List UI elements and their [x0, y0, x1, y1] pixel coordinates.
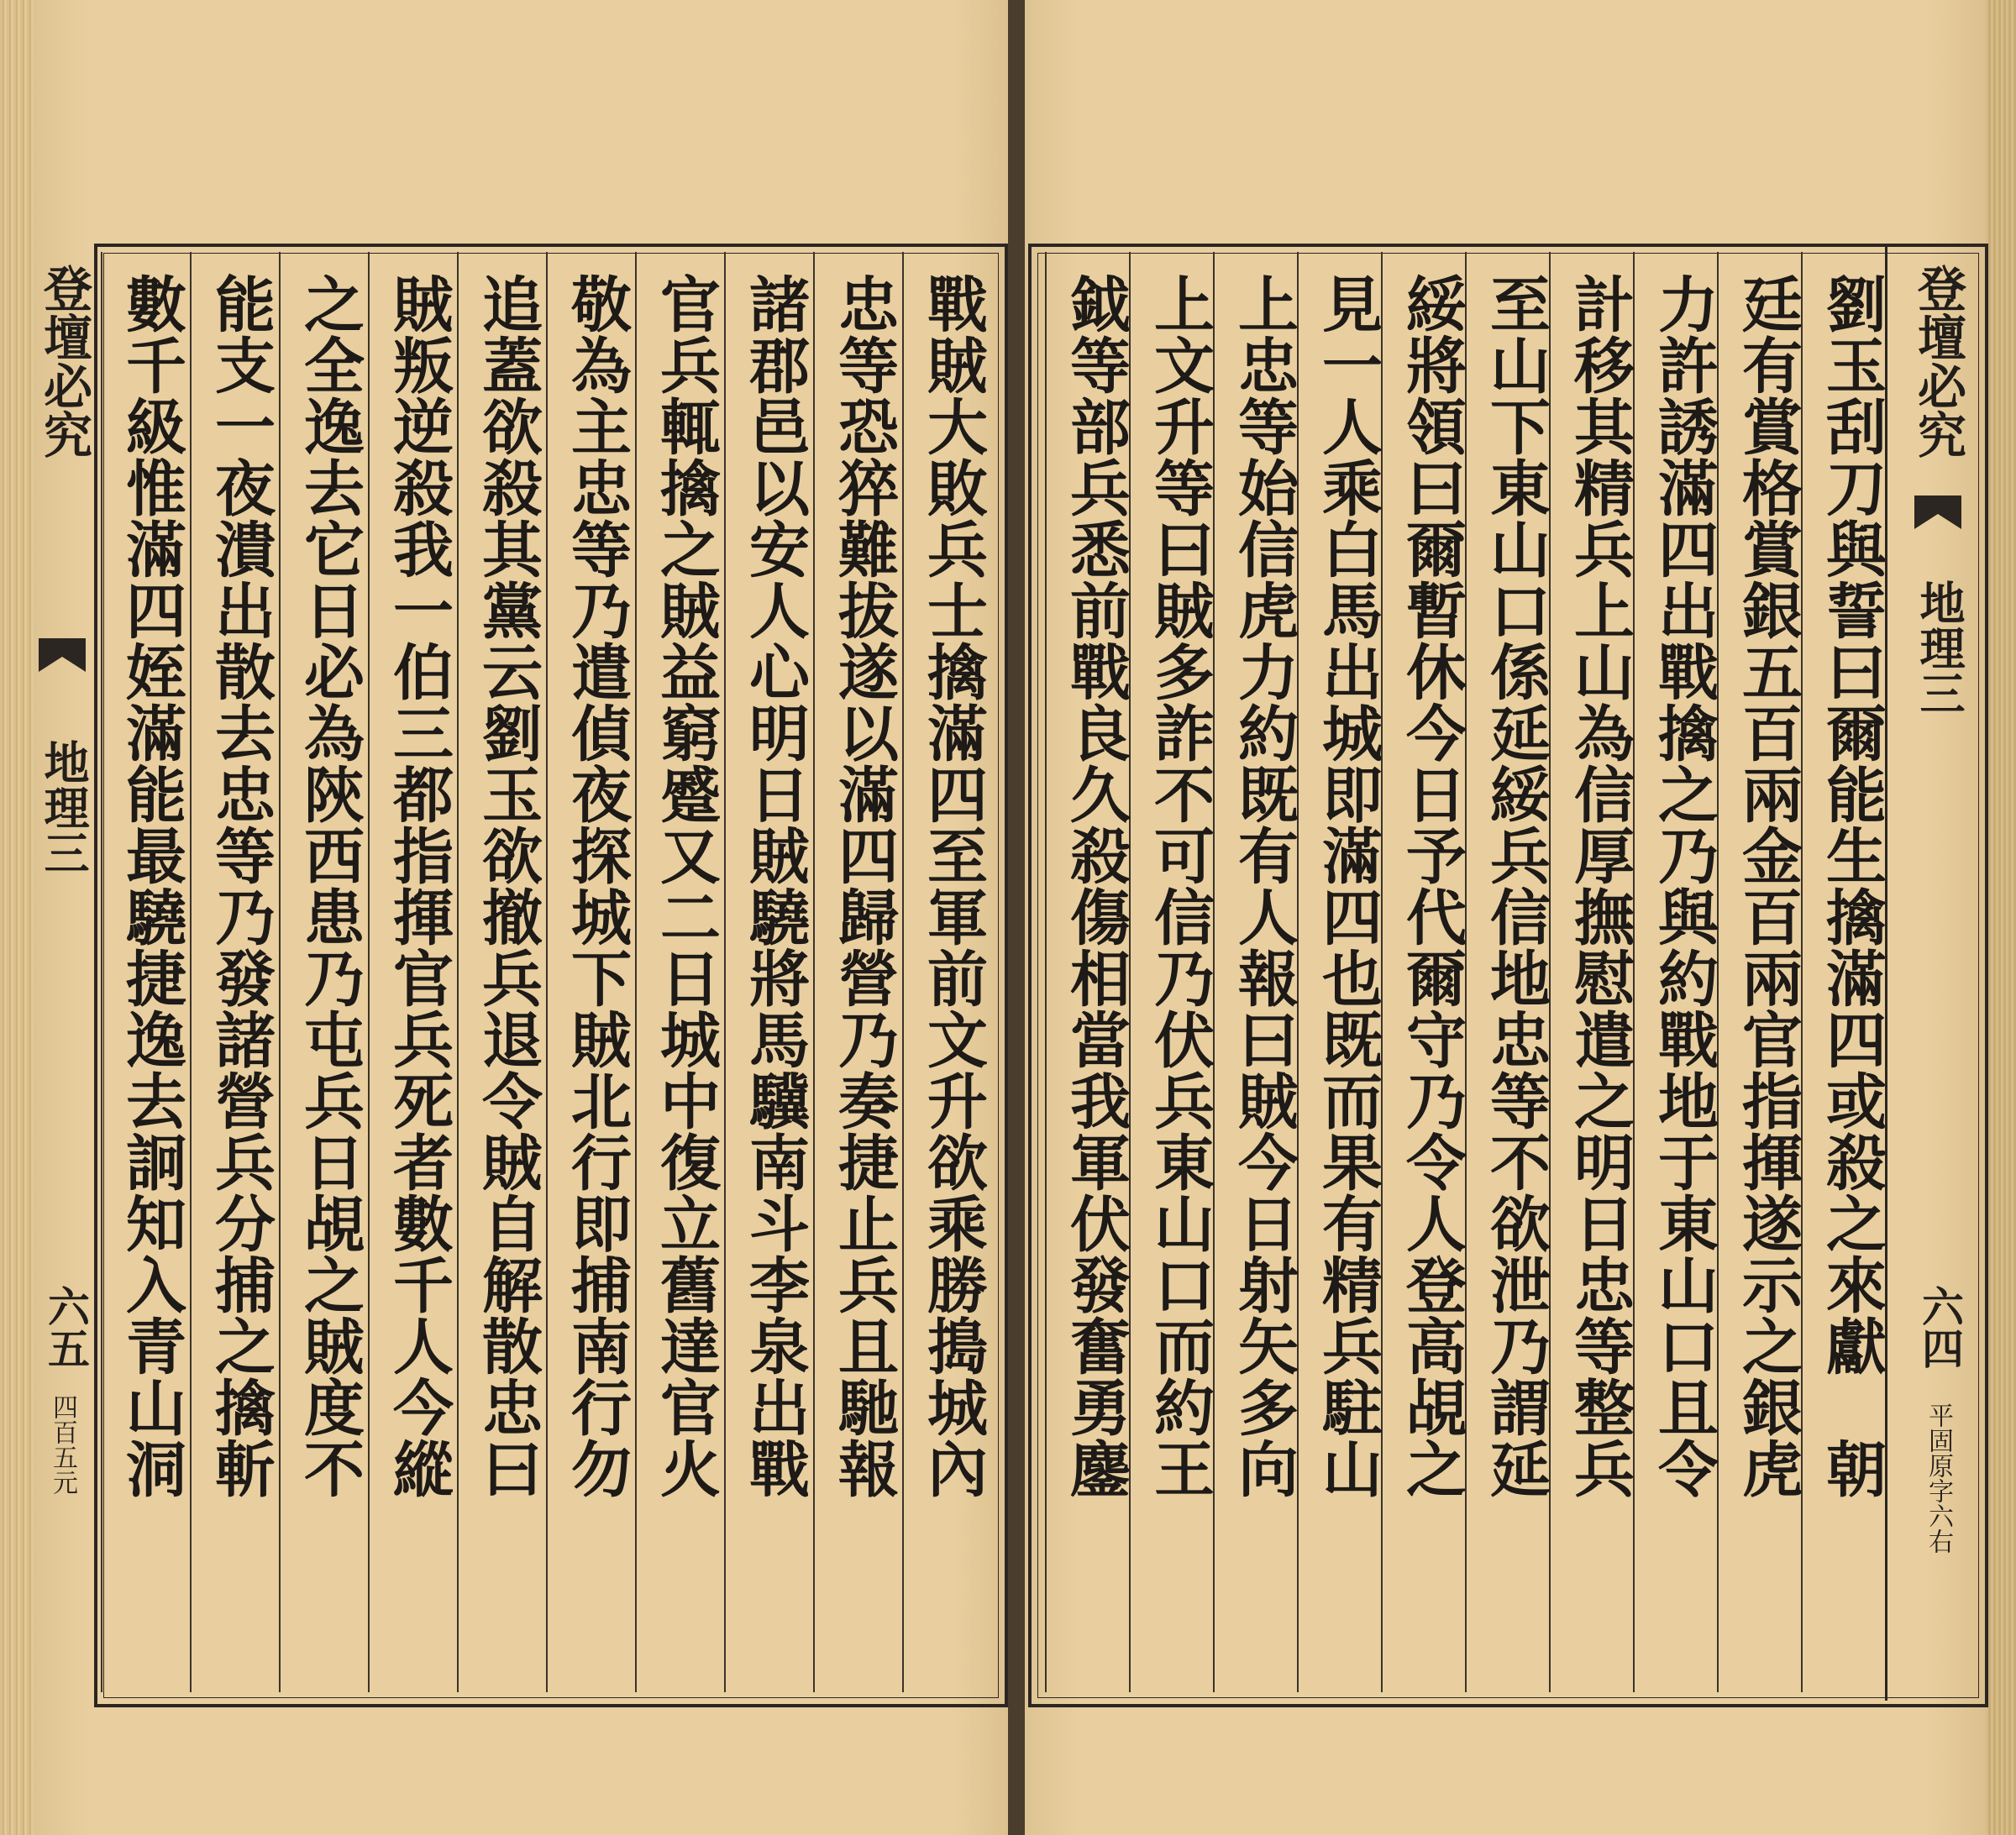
left-fold-column	[30, 244, 97, 1701]
column-rule	[635, 252, 637, 1692]
text-column: 官兵輒擒之賊益窮蹙又二日城中復立舊達官火	[650, 273, 722, 1499]
fold-page-number: 六五	[41, 1285, 91, 1369]
text-column: 賊叛逆殺我一伯三都指揮官兵死者數千人今縱	[383, 273, 454, 1499]
fold-section-title: 地理三	[37, 739, 91, 875]
fold-book-title: 登壇必究	[35, 264, 92, 459]
text-column: 敬為主忠等乃遣偵夜探城下賊北行即捕南行勿	[561, 273, 633, 1499]
fold-book-title: 登壇必究	[1909, 264, 1966, 459]
text-column: 鉞等部兵悉前戰良久殺傷相當我軍伏發奮勇鏖	[1060, 273, 1131, 1499]
text-column: 見一人乘白馬出城即滿四也既而果有精兵駐山	[1312, 273, 1383, 1499]
text-column: 至山下東山口係延綏兵信地忠等不欲泄乃謂延	[1480, 273, 1551, 1499]
fishtail-mark	[1914, 495, 1961, 529]
text-column: 劉玉刮刀與誓曰爾能生擒滿四或殺之來獻 朝	[1816, 273, 1887, 1499]
fold-section-title: 地理三	[1913, 579, 1966, 716]
text-column: 計移其精兵上山為信厚撫慰遣之明日忠等整兵	[1564, 273, 1635, 1499]
fishtail-mark	[39, 638, 86, 672]
text-column: 戰賊大敗兵士擒滿四至軍前文升欲乘勝搗城內	[917, 273, 989, 1499]
column-rule	[1045, 252, 1047, 1692]
fold-page-number: 六四	[1915, 1285, 1965, 1369]
column-rule	[368, 252, 370, 1692]
column-rule	[546, 252, 548, 1692]
column-rule	[190, 252, 192, 1692]
column-rule	[101, 252, 102, 1692]
text-column: 追蓋欲殺其黨云劉玉欲撤兵退令賊自解散忠曰	[472, 273, 543, 1499]
text-column: 諸郡邑以安人心明日賊驍將馬驥南斗李泉出戰	[739, 273, 811, 1499]
column-rule	[813, 252, 815, 1692]
text-column: 廷有賞格賞銀五百兩金百兩官指揮遂示之銀虎	[1732, 273, 1803, 1499]
fold-stamp-note: 四百五元	[48, 1394, 77, 1495]
text-column: 上忠等始信虎力約既有人報曰賊今日射矢多向	[1228, 273, 1299, 1499]
column-rule	[457, 252, 459, 1692]
text-column: 數千級惟滿四姪滿能最驍捷逸去詗知入青山洞	[116, 273, 187, 1499]
text-column: 忠等恐猝難拔遂以滿四歸營乃奏捷止兵且馳報	[828, 273, 900, 1499]
column-rule	[279, 252, 281, 1692]
text-column: 綏將領曰爾暫休今日予代爾守乃令人登高覘之	[1396, 273, 1467, 1499]
column-rule	[724, 252, 726, 1692]
binding-gutter	[1008, 0, 1025, 1835]
column-rule	[902, 252, 904, 1692]
text-column: 能支一夜潰出散去忠等乃發諸營兵分捕之擒斬	[205, 273, 276, 1499]
right-page-edge	[1986, 0, 2016, 1835]
text-column: 之全逸去它日必為陝西患乃屯兵日覘之賊度不	[294, 273, 365, 1499]
fold-stamp-note: 平固原字六右	[1924, 1402, 1953, 1554]
page-edge-stack	[0, 0, 34, 1835]
text-column: 上文升等曰賊多詐不可信乃伏兵東山口而約王	[1144, 273, 1215, 1499]
right-fold-column	[1885, 244, 1988, 1701]
text-column: 力許誘滿四出戰擒之乃與約戰地于東山口且令	[1648, 273, 1719, 1499]
